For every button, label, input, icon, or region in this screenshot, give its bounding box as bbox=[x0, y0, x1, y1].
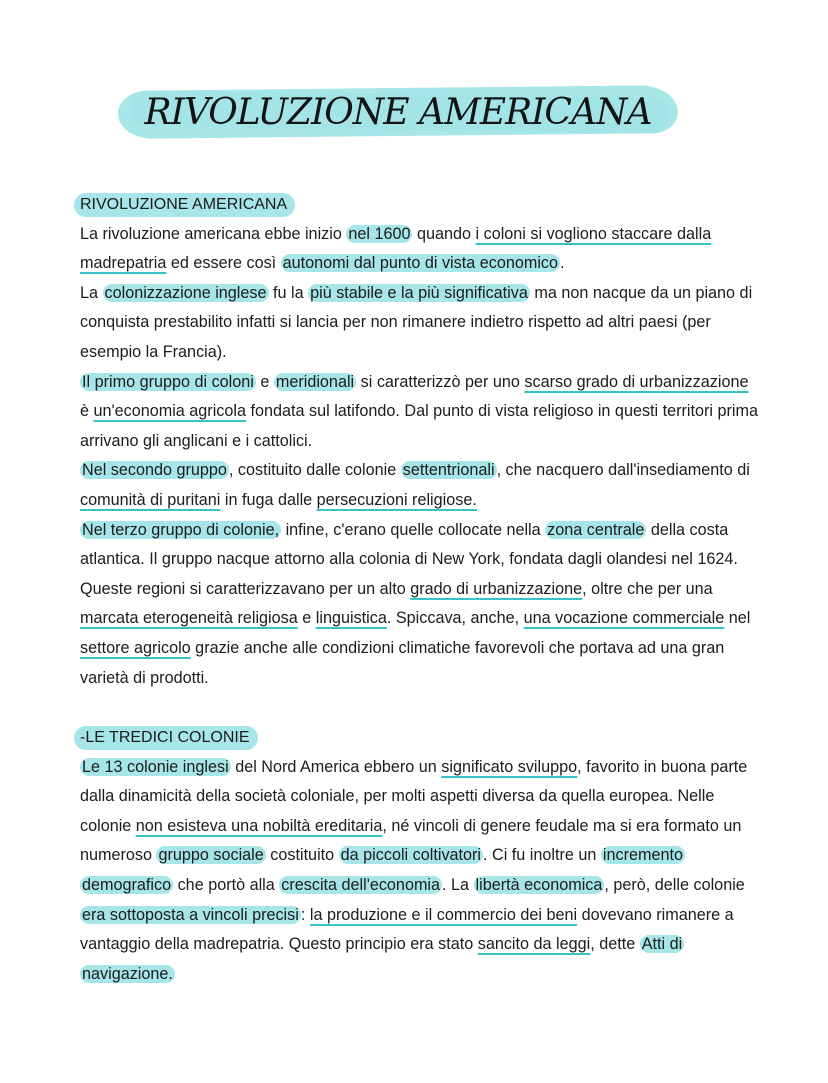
underlined-text: settore agricolo bbox=[80, 638, 191, 657]
highlighted-text: incremento demografico bbox=[82, 846, 683, 895]
underlined-text: non esisteva una nobiltà ereditaria bbox=[135, 816, 383, 835]
highlighted-text: Nel terzo gruppo di colonie, bbox=[82, 520, 280, 539]
text-run: , costituito dalle colonie bbox=[228, 461, 401, 480]
text-run: , favorito in buona parte dalla dinamicità della società coloniale, per molti aspetti diversa da quella europea. Nelle colonie bbox=[80, 757, 748, 835]
underlined-text: la produzione e il commercio dei beni bbox=[309, 905, 578, 924]
text-run: infine, c'erano quelle collocate nella bbox=[281, 520, 546, 539]
highlighted-text: Le 13 colonie inglesi bbox=[82, 757, 229, 776]
highlighted-text: settentrionali bbox=[402, 461, 495, 480]
underlined-text: grado di urbanizzazione bbox=[410, 579, 583, 598]
text-run: . bbox=[560, 254, 565, 273]
paragraph-secondo-gruppo bbox=[80, 456, 760, 515]
highlighted-text: crescita dell'economia bbox=[281, 876, 441, 895]
highlighted-text: da piccoli coltivatori bbox=[340, 846, 482, 865]
section-spacer bbox=[80, 693, 760, 723]
highlighted-text: colonizzazione inglese bbox=[104, 283, 267, 302]
paragraph-primo-gruppo bbox=[80, 368, 760, 457]
text-run: e bbox=[255, 372, 274, 391]
highlighted-text: zona centrale bbox=[547, 520, 645, 539]
underlined-text: scarso grado di urbanizzazione bbox=[524, 372, 749, 391]
text-run: , però, delle colonie bbox=[604, 876, 745, 895]
underlined-text: una vocazione commerciale bbox=[523, 609, 725, 628]
text-run: in fuga dalle bbox=[220, 490, 317, 509]
paragraph-colonizzazione bbox=[80, 279, 760, 368]
text-run: grazie anche alle condizioni climatiche favorevoli che portava ad una gran varietà di prodotti. bbox=[80, 638, 725, 687]
text-run: fondata sul latifondo. Dal punto di vista religioso in questi territori prima arrivano gli anglicani e i cattolici. bbox=[80, 402, 758, 450]
text-run: La bbox=[80, 283, 103, 302]
underlined-text: linguistica bbox=[315, 609, 387, 628]
text-run: ed essere così bbox=[166, 254, 281, 273]
text-run: La rivoluzione americana ebbe inizio bbox=[80, 224, 347, 243]
underlined-text: un'economia agricola bbox=[93, 402, 246, 421]
text-run: dovevano rimanere a vantaggio della madrepatria. Questo principio era stato bbox=[80, 905, 734, 954]
text-run: è bbox=[80, 402, 94, 421]
highlighted-text: più stabile e la più significativa bbox=[310, 283, 528, 302]
text-run: si caratterizzò per uno bbox=[356, 372, 525, 391]
text-run: , né vincoli di genere feudale ma si era formato un numeroso bbox=[80, 816, 742, 865]
highlighted-text: libertà economica bbox=[475, 876, 603, 895]
text-run: , che nacquero dall'insediamento di bbox=[496, 461, 750, 480]
highlighted-text: autonomi dal punto di vista economico bbox=[282, 254, 559, 273]
underlined-text: marcata eterogeneità religiosa bbox=[80, 609, 298, 628]
underlined-text: i coloni si vogliono staccare dalla madrepatria bbox=[80, 224, 712, 273]
section-heading-tredici-colonie: -LE TREDICI COLONIE bbox=[74, 726, 258, 750]
text-run: , oltre che per una bbox=[582, 579, 713, 598]
underlined-text: significato sviluppo bbox=[441, 757, 578, 776]
highlighted-text: nel 1600 bbox=[348, 224, 411, 243]
underlined-text: comunità di puritani bbox=[80, 490, 221, 509]
text-run: che portò alla bbox=[173, 876, 280, 895]
text-run: della costa atlantica. Il gruppo nacque attorno alla colonia di New York, fondata dagli olandesi nel 1624. Queste regioni si caratterizzavano per un alto bbox=[80, 520, 738, 598]
highlighted-text: Il primo gruppo di coloni bbox=[82, 372, 254, 391]
notes-content bbox=[80, 190, 760, 989]
paragraph-tredici-colonie bbox=[80, 753, 760, 990]
text-run: nel bbox=[724, 609, 751, 628]
paragraph-terzo-gruppo bbox=[80, 516, 760, 694]
underlined-text: sancito da leggi bbox=[477, 935, 591, 954]
text-run: costituito bbox=[265, 846, 339, 865]
text-run: . Ci fu inoltre un bbox=[483, 846, 601, 865]
paragraph-intro bbox=[80, 220, 760, 279]
text-run: e bbox=[297, 609, 316, 628]
highlighted-text: Atti di navigazione. bbox=[82, 935, 683, 983]
highlighted-text: gruppo sociale bbox=[158, 846, 264, 865]
page-title-block bbox=[118, 84, 678, 142]
text-run: del Nord America ebbero un bbox=[230, 757, 442, 776]
text-run: quando bbox=[412, 224, 476, 243]
text-run: fu la bbox=[268, 283, 309, 302]
text-run: ma non nacque da un piano di conquista prestabilito infatti si lancia per non rimanere indietro rispetto ad altri paesi (per esempio la Francia). bbox=[80, 283, 753, 361]
text-run: , dette bbox=[590, 935, 640, 954]
highlighted-text: meridionali bbox=[275, 372, 355, 391]
text-run: : bbox=[300, 905, 310, 924]
underlined-text: persecuzioni religiose. bbox=[316, 490, 477, 509]
section-heading-rivoluzione: RIVOLUZIONE AMERICANA bbox=[74, 193, 295, 217]
highlighted-text: era sottoposta a vincoli precisi bbox=[82, 905, 299, 924]
highlighted-text: Nel secondo gruppo bbox=[82, 461, 227, 480]
text-run: . Spiccava, anche, bbox=[386, 609, 524, 628]
text-run: . La bbox=[442, 876, 474, 895]
page-title: RIVOLUZIONE AMERICANA bbox=[144, 92, 652, 133]
